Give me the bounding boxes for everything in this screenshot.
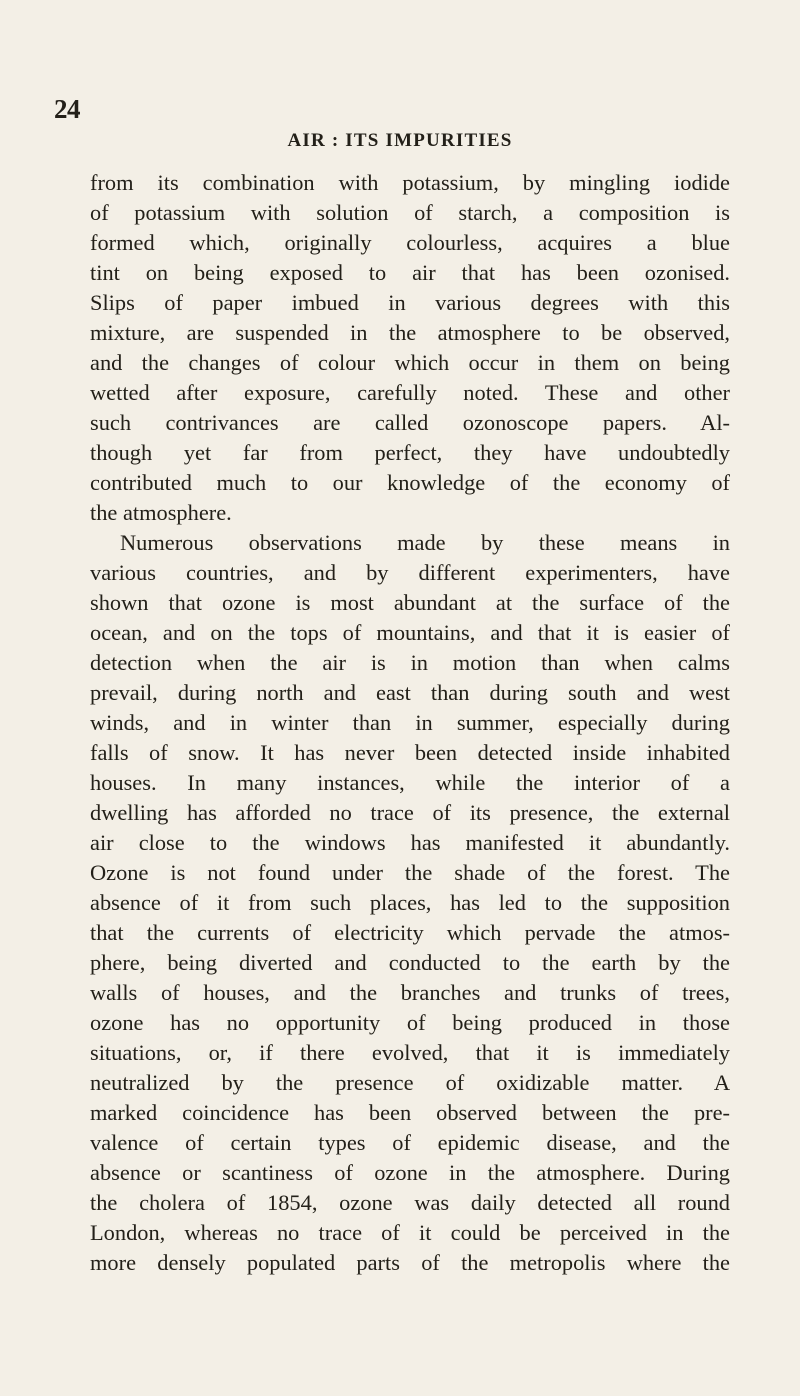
page-number: 24 <box>54 94 80 124</box>
text-line: neutralized by the presence of oxidizable matter. A <box>90 1070 730 1095</box>
text-line: absence of it from such places, has led to the supposition <box>90 890 730 915</box>
text-line: various countries, and by different experimenters, have <box>90 560 730 585</box>
text-line: such contrivances are called ozonoscope papers. Al- <box>90 410 730 435</box>
text-line: houses. In many instances, while the interior of a <box>90 770 730 795</box>
text-line: contributed much to our knowledge of the economy of <box>90 470 730 495</box>
text-line: wetted after exposure, carefully noted. These and other <box>90 380 730 405</box>
text-line: that the currents of electricity which pervade the atmos- <box>90 920 730 945</box>
text-line: from its combination with potassium, by mingling iodide <box>90 170 730 195</box>
text-line: mixture, are suspended in the atmosphere to be observed, <box>90 320 730 345</box>
text-line: Ozone is not found under the shade of the forest. The <box>90 860 730 885</box>
text-line: air close to the windows has manifested it abundantly. <box>90 830 730 855</box>
text-line: though yet far from perfect, they have undoubtedly <box>90 440 730 465</box>
text-line: falls of snow. It has never been detected inside inhabited <box>90 740 730 765</box>
text-line: ocean, and on the tops of mountains, and that it is easier of <box>90 620 730 645</box>
text-line: and the changes of colour which occur in them on being <box>90 350 730 375</box>
text-line: ozone has no opportunity of being produced in those <box>90 1010 730 1035</box>
text-line: absence or scantiness of ozone in the atmosphere. During <box>90 1160 730 1185</box>
text-line: dwelling has afforded no trace of its presence, the external <box>90 800 730 825</box>
text-line: winds, and in winter than in summer, especially during <box>90 710 730 735</box>
text-line: walls of houses, and the branches and trunks of trees, <box>90 980 730 1005</box>
text-line: formed which, originally colourless, acquires a blue <box>90 230 730 255</box>
text-line: of potassium with solution of starch, a composition is <box>90 200 730 225</box>
text-line: tint on being exposed to air that has been ozonised. <box>90 260 730 285</box>
text-line: London, whereas no trace of it could be perceived in the <box>90 1220 730 1245</box>
text-line: the cholera of 1854, ozone was daily detected all round <box>90 1190 730 1215</box>
text-line: Numerous observations made by these means in <box>120 530 730 555</box>
text-line: the atmosphere. <box>90 500 232 525</box>
text-line: situations, or, if there evolved, that it is immediately <box>90 1040 730 1065</box>
text-line: prevail, during north and east than during south and west <box>90 680 730 705</box>
text-line: detection when the air is in motion than when calms <box>90 650 730 675</box>
text-line: marked coincidence has been observed between the pre- <box>90 1100 730 1125</box>
running-title: AIR : ITS IMPURITIES <box>287 130 513 151</box>
text-line: valence of certain types of epidemic disease, and the <box>90 1130 730 1155</box>
text-line: shown that ozone is most abundant at the surface of the <box>90 590 730 615</box>
body-text <box>90 168 730 1278</box>
text-line: more densely populated parts of the metropolis where the <box>90 1250 730 1275</box>
text-line: phere, being diverted and conducted to the earth by the <box>90 950 730 975</box>
text-line: Slips of paper imbued in various degrees with this <box>90 290 730 315</box>
